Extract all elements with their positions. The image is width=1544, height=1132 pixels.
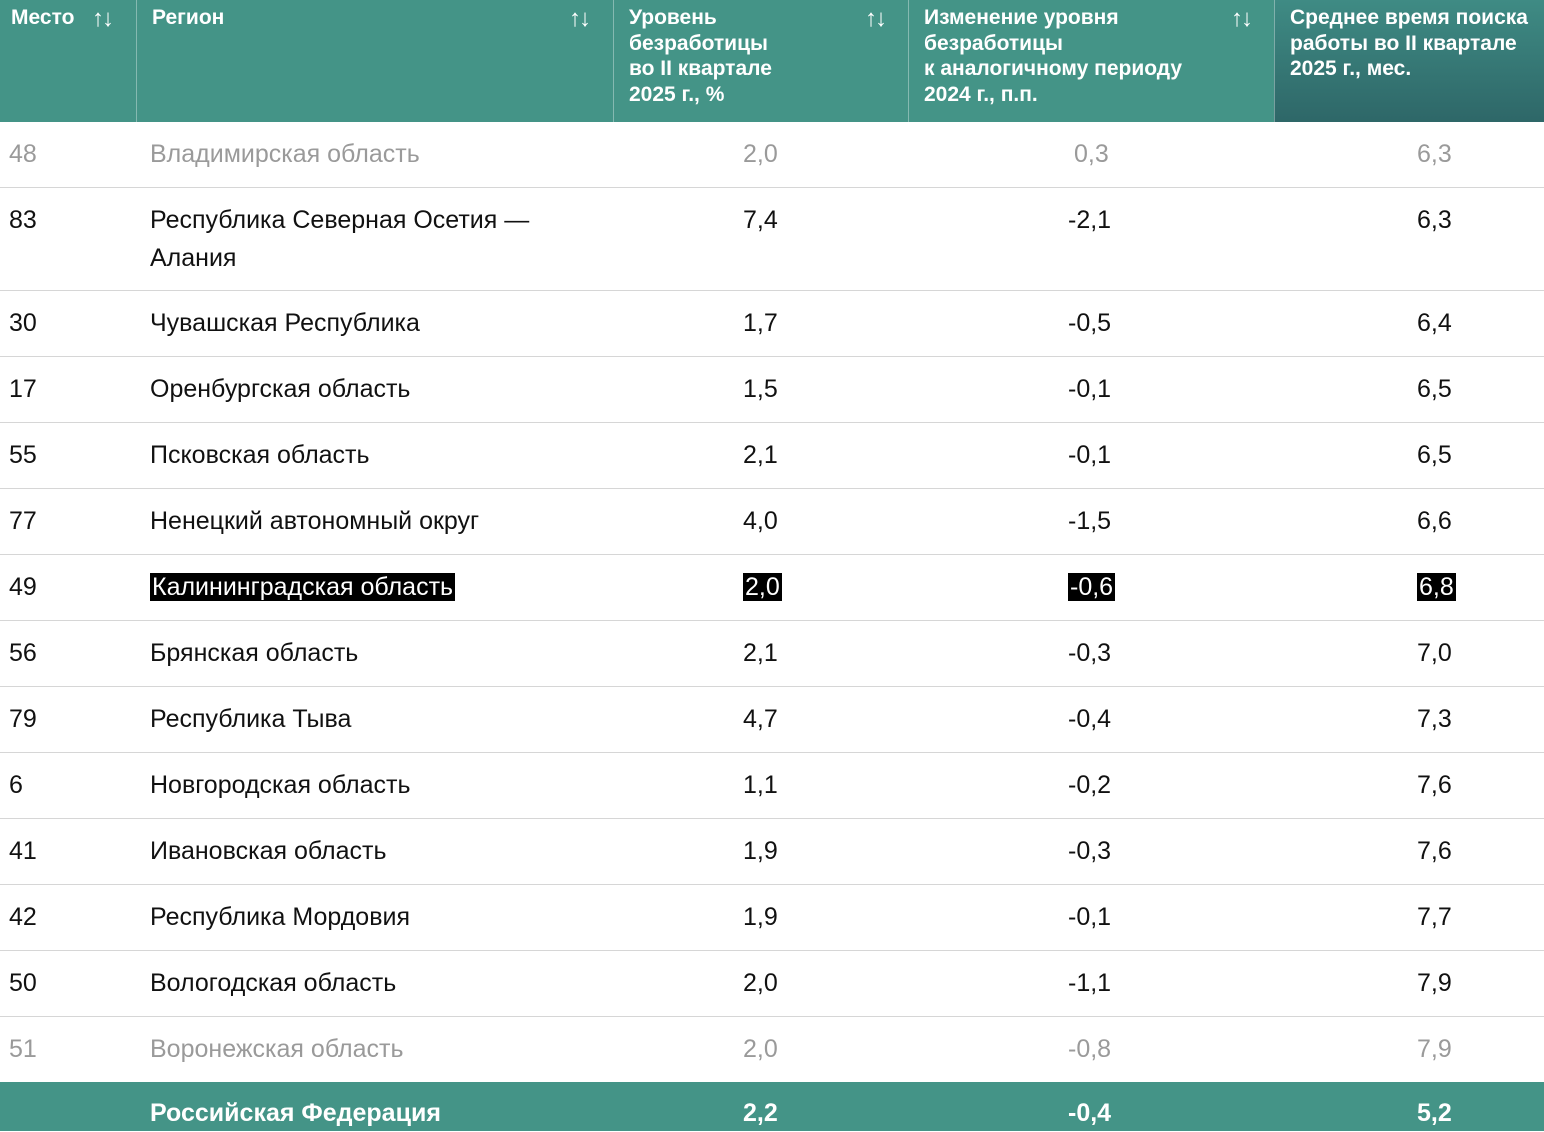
rank-cell: 51 (9, 1035, 37, 1063)
table-row (0, 423, 1544, 489)
change-cell: -0,5 (1068, 309, 1112, 337)
table-row (0, 687, 1544, 753)
column-header-region-label: Регион (152, 6, 225, 29)
rank-cell: 41 (9, 837, 37, 865)
column-header-change[interactable] (908, 0, 1274, 122)
change-cell: -2,1 (1068, 206, 1112, 234)
unemployment-cell: 2,0 (743, 1035, 778, 1063)
rank-cell: 49 (9, 573, 37, 601)
search-time-cell: 7,3 (1417, 705, 1452, 733)
table-row (0, 1017, 1544, 1082)
unemployment-cell (743, 568, 782, 606)
unemployment-cell: 4,7 (743, 705, 778, 733)
region-cell: Республика Тыва (150, 705, 352, 733)
table-row (0, 885, 1544, 951)
unemployment-cell: 1,9 (743, 903, 778, 931)
search-time-cell: 7,9 (1417, 1035, 1452, 1063)
column-header-unemployment-label: Уровень безработицы во II квартале 2025 г., % (629, 6, 772, 106)
change-highlight: -0,6 (1070, 573, 1114, 601)
table-row (0, 951, 1544, 1017)
change-cell (1068, 568, 1115, 606)
search-time-cell: 7,6 (1417, 837, 1452, 865)
search-time-cell: 6,5 (1417, 375, 1452, 403)
sort-unemployment-icon[interactable]: ↑↓ (865, 5, 885, 32)
column-header-change-label: Изменение уровня безработицы к аналогичному периоду 2024 г., п.п. (924, 6, 1183, 106)
rank-cell: 83 (9, 206, 37, 234)
column-header-search-time-label: Среднее время поиска работы во II квартале 2025 г., мес. (1290, 6, 1528, 80)
table-row (0, 621, 1544, 687)
unemployment-cell: 1,5 (743, 375, 778, 403)
change-cell: -0,1 (1068, 375, 1112, 403)
unemployment-cell: 4,0 (743, 507, 778, 535)
search-time-cell: 7,0 (1417, 639, 1452, 667)
column-header-rank[interactable] (0, 0, 136, 122)
sort-rank-icon[interactable]: ↑↓ (92, 5, 112, 32)
region-cell: Республика Мордовия (150, 903, 410, 931)
table-header (0, 0, 1544, 122)
region-cell: Владимирская область (150, 140, 420, 168)
column-header-region[interactable] (136, 0, 613, 122)
rank-cell: 48 (9, 140, 37, 168)
unemployment-cell: 1,7 (743, 309, 778, 337)
search-time-cell (1417, 568, 1456, 606)
rank-cell: 17 (9, 375, 37, 403)
unemployment-highlight: 2,0 (745, 573, 780, 601)
change-cell: -1,5 (1068, 507, 1112, 535)
rank-cell: 30 (9, 309, 37, 337)
total-unemployment-cell: 2,2 (743, 1099, 778, 1127)
total-row (0, 1082, 1544, 1131)
search-time-cell: 7,7 (1417, 903, 1452, 931)
search-time-cell: 7,9 (1417, 969, 1452, 997)
region-cell: Ивановская область (150, 837, 387, 865)
rank-cell: 42 (9, 903, 37, 931)
rank-cell: 50 (9, 969, 37, 997)
change-cell: -0,4 (1068, 705, 1112, 733)
change-cell: -0,1 (1068, 903, 1112, 931)
total-search-time-cell: 5,2 (1417, 1099, 1452, 1127)
rank-cell: 79 (9, 705, 37, 733)
change-cell: -1,1 (1068, 969, 1112, 997)
rank-cell: 56 (9, 639, 37, 667)
rank-cell: 55 (9, 441, 37, 469)
region-cell: Воронежская область (150, 1035, 404, 1063)
table-row (0, 291, 1544, 357)
region-cell: Новгородская область (150, 771, 411, 799)
change-cell: -0,3 (1068, 837, 1112, 865)
table-row-highlighted (0, 555, 1544, 621)
unemployment-cell: 2,1 (743, 639, 778, 667)
unemployment-cell: 2,1 (743, 441, 778, 469)
region-cell: Ненецкий автономный округ (150, 507, 480, 535)
sort-change-icon[interactable]: ↑↓ (1231, 5, 1251, 32)
unemployment-cell: 2,0 (743, 140, 778, 168)
change-cell: -0,3 (1068, 639, 1112, 667)
total-change-cell: -0,4 (1068, 1099, 1112, 1127)
column-header-unemployment[interactable] (613, 0, 908, 122)
change-cell: 0,3 (1074, 140, 1109, 168)
unemployment-cell: 2,0 (743, 969, 778, 997)
region-cell: Брянская область (150, 639, 359, 667)
table-row (0, 188, 1544, 291)
change-cell: -0,1 (1068, 441, 1112, 469)
region-highlight: Калининградская область (152, 573, 454, 601)
table-row (0, 357, 1544, 423)
total-region-cell: Российская Федерация (150, 1099, 441, 1127)
sort-region-icon[interactable]: ↑↓ (569, 5, 589, 32)
search-time-cell: 6,3 (1417, 206, 1452, 234)
region-cell: Псковская область (150, 441, 370, 469)
region-cell: Оренбургская область (150, 375, 411, 403)
column-header-rank-label: Место (11, 6, 75, 29)
search-time-cell: 6,4 (1417, 309, 1452, 337)
table-row (0, 122, 1544, 188)
table-row (0, 753, 1544, 819)
region-cell: Чувашская Республика (150, 309, 420, 337)
unemployment-cell: 1,9 (743, 837, 778, 865)
search-time-highlight: 6,8 (1419, 573, 1454, 601)
table-body (0, 122, 1544, 1082)
change-cell: -0,2 (1068, 771, 1112, 799)
table-row (0, 819, 1544, 885)
region-cell: Республика Северная Осетия — Алания (150, 206, 530, 272)
unemployment-cell: 7,4 (743, 206, 778, 234)
region-cell (150, 568, 570, 606)
change-cell: -0,8 (1068, 1035, 1112, 1063)
search-time-cell: 7,6 (1417, 771, 1452, 799)
unemployment-cell: 1,1 (743, 771, 778, 799)
search-time-cell: 6,6 (1417, 507, 1452, 535)
rank-cell: 77 (9, 507, 37, 535)
region-cell: Вологодская область (150, 969, 397, 997)
rank-cell: 6 (9, 771, 23, 799)
search-time-cell: 6,3 (1417, 140, 1452, 168)
table-row (0, 489, 1544, 555)
column-header-search-time[interactable] (1274, 0, 1544, 122)
search-time-cell: 6,5 (1417, 441, 1452, 469)
